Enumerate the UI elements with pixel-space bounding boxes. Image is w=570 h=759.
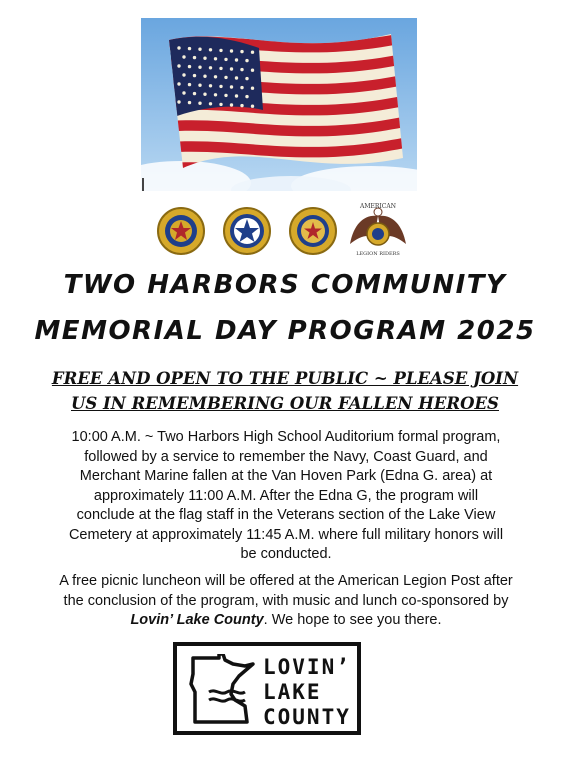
paragraph-line: 10:00 A.M. ~ Two Harbors High School Auditorium formal program, <box>71 429 501 445</box>
flag-star <box>182 55 185 58</box>
logo-text-lake: LAKE <box>263 680 322 704</box>
flag-star <box>251 87 254 90</box>
flag-star <box>251 69 254 72</box>
logo-text-lovin: LOVIN’ <box>263 655 351 679</box>
flag-star <box>209 66 212 69</box>
flag-star <box>203 57 206 60</box>
legion-riders-eagle-emblem-icon <box>348 200 408 260</box>
flag-star <box>188 101 191 104</box>
paragraph-line: followed by a service to remember the Navy, Coast Guard, and <box>84 448 488 465</box>
flag-star <box>235 58 238 61</box>
flag-star <box>214 75 217 78</box>
paragraph-line-end: . We hope to see you there. <box>263 612 442 628</box>
flag-star <box>219 85 222 88</box>
flag-star <box>188 83 191 86</box>
flag-star <box>214 57 217 60</box>
flag-star <box>224 94 227 97</box>
title-line-2: MEMORIAL DAY PROGRAM 2025 <box>34 316 536 346</box>
flag-star <box>188 65 191 68</box>
flag-star <box>235 76 238 79</box>
program-details-paragraph <box>28 428 544 565</box>
flag-star <box>230 67 233 70</box>
flag-star <box>230 85 233 88</box>
paragraph-line: approximately 11:00 A.M. After the Edna G, the program will <box>93 487 479 504</box>
paragraph-line: A free picnic luncheon will be offered at the American Legion Post after <box>59 573 513 589</box>
flag-star <box>209 84 212 87</box>
paragraph-line: conclude at the flag staff in the Veterans section of the Lake View <box>76 507 496 523</box>
paragraph-line: Cemetery at approximately 11:45 A.M. where full military honors will <box>68 526 504 543</box>
american-legion-emblem-icon <box>156 206 206 256</box>
flag-star <box>245 59 248 62</box>
american-flag-image <box>141 18 417 191</box>
flag-star <box>245 77 248 80</box>
flag-star <box>203 93 206 96</box>
flag-star <box>245 95 248 98</box>
flag-photo <box>141 18 417 191</box>
luncheon-paragraph <box>28 572 544 631</box>
flag-star <box>177 46 180 49</box>
flag-star <box>193 92 196 95</box>
emblem-top-text: AMERICAN <box>360 203 396 210</box>
flag-star <box>198 66 201 69</box>
flag-star <box>182 73 185 76</box>
flag-star <box>177 82 180 85</box>
lovin-lake-county-logo <box>173 642 361 735</box>
flag-star <box>235 94 238 97</box>
minnesota-state-outline-icon <box>189 654 259 726</box>
flag-star <box>219 103 222 106</box>
flag-star <box>230 49 233 52</box>
paragraph-line: be conducted. <box>240 546 332 562</box>
flag-star <box>198 48 201 51</box>
flag-star <box>240 86 243 89</box>
flag-star <box>198 84 201 87</box>
auxiliary-star-emblem-icon <box>222 206 272 256</box>
sons-of-legion-emblem-icon <box>288 206 338 256</box>
paragraph-line: Merchant Marine fallen at the Van Hoven Park (Edna G. area) at <box>79 468 493 484</box>
emblem-row <box>150 200 420 260</box>
flag-star <box>177 64 180 67</box>
subtitle-line-2: US IN REMEMBERING OUR FALLEN HEROES <box>71 394 499 413</box>
flag-star <box>240 68 243 71</box>
emblem-bottom-text: LEGION RIDERS <box>356 251 400 257</box>
paragraph-line <box>28 611 544 631</box>
flag-star <box>219 67 222 70</box>
flag-star <box>214 93 217 96</box>
paragraph-line: the conclusion of the program, with music and lunch co-sponsored by <box>63 592 509 609</box>
flag-star <box>230 103 233 106</box>
subtitle-line-1: FREE AND OPEN TO THE PUBLIC ~ PLEASE JOIN <box>51 369 519 388</box>
flag-star <box>203 75 206 78</box>
flag-star <box>251 105 254 108</box>
flag-star <box>177 100 180 103</box>
flag-star <box>209 102 212 105</box>
flag-star <box>240 104 243 107</box>
title-line-1: TWO HARBORS COMMUNITY <box>63 270 507 300</box>
flag-star <box>251 51 254 54</box>
flag-star <box>188 47 191 50</box>
flag-star <box>224 76 227 79</box>
logo-text-county: COUNTY <box>263 705 351 729</box>
flag-star <box>209 48 212 51</box>
flag-star <box>182 91 185 94</box>
flag-star <box>193 74 196 77</box>
flag-star <box>198 102 201 105</box>
flag-star <box>193 56 196 59</box>
flag-star <box>240 50 243 53</box>
flag-star <box>219 49 222 52</box>
sponsor-name: Lovin’ Lake County <box>130 612 264 628</box>
flag-star <box>224 58 227 61</box>
